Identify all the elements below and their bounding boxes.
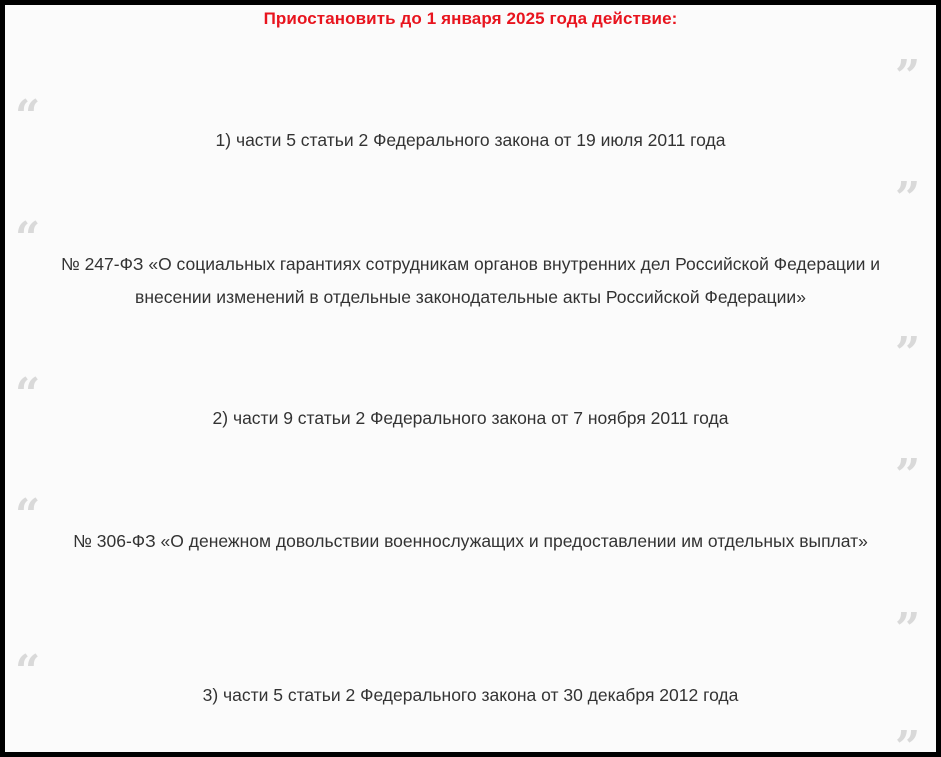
quote-paragraph-1: 1) части 5 статьи 2 Федерального закона от 19 июля 2011 года xyxy=(215,130,726,150)
quote-paragraph-5: 3) части 5 статьи 2 Федерального закона от 30 декабря 2012 года xyxy=(202,685,739,705)
close-quote-icon: ” xyxy=(895,328,921,379)
open-quote-icon: “ xyxy=(15,213,41,264)
section-heading: Приостановить до 1 января 2025 года действие: xyxy=(263,9,678,28)
close-quote-icon: ” xyxy=(895,51,921,102)
open-quote-icon: “ xyxy=(15,490,41,541)
close-quote-icon: ” xyxy=(895,604,921,655)
quote-paragraph-2: № 247-ФЗ «О социальных гарантиях сотрудникам органов внутренних дел Российской Федерации и внесении изменений в отдельные законодательные акты Российской Федерации» xyxy=(60,254,881,307)
close-quote-icon: ” xyxy=(895,173,921,224)
open-quote-icon: “ xyxy=(15,646,41,697)
close-quote-icon: ” xyxy=(895,722,921,757)
open-quote-icon: “ xyxy=(15,369,41,420)
open-quote-icon: “ xyxy=(15,91,41,142)
quote-paragraph-3: 2) части 9 статьи 2 Федерального закона от 7 ноября 2011 года xyxy=(212,408,729,428)
quote-paragraph-4: № 306-ФЗ «О денежном довольствии военнослужащих и предоставлении им отдельных выплат» xyxy=(73,531,868,551)
close-quote-icon: ” xyxy=(895,450,921,501)
